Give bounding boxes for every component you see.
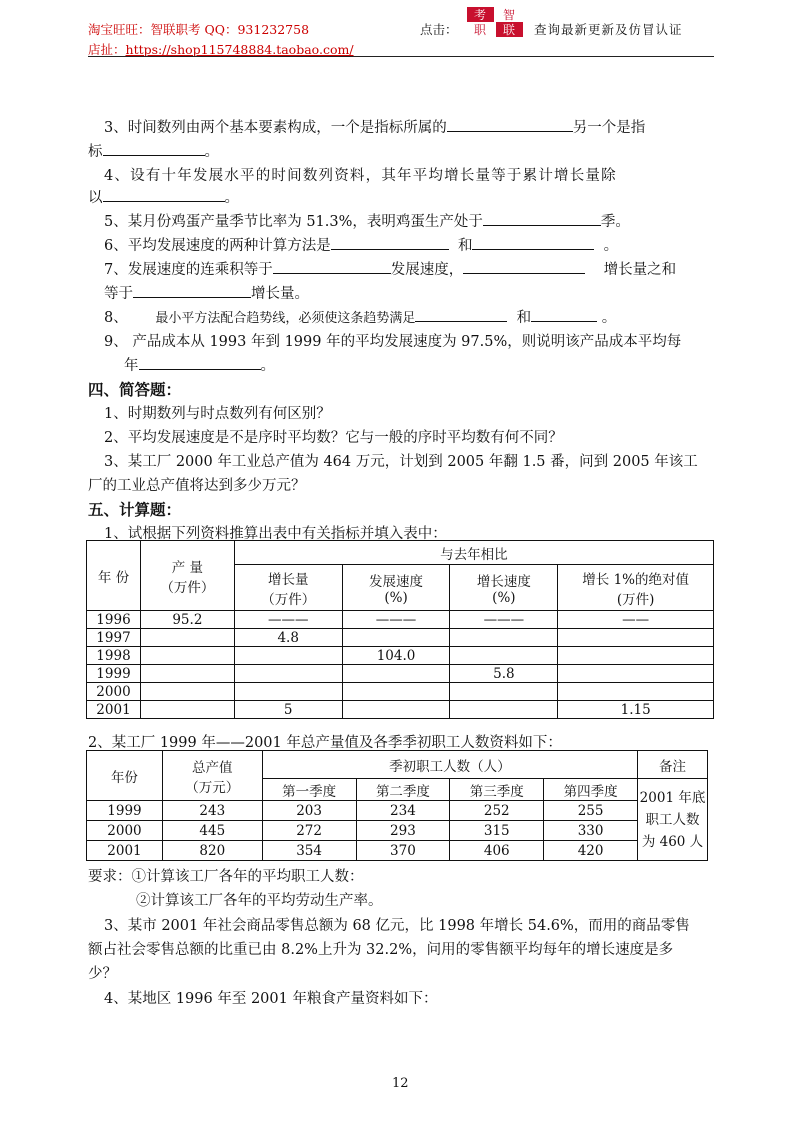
table-cell[interactable] [558,665,714,683]
t1-h-gr-a: 增长速度 [476,573,531,590]
fill-q3-text-d: 。 [204,144,219,160]
fill-q3-text-a: 3、时间数列由两个基本要素构成，一个是指标所属的 [104,120,447,136]
t1-h-dev [342,565,450,611]
t2-note-b: 职工人数 [645,811,700,828]
fill-q8-blank2[interactable] [531,307,597,322]
t2-h-q1: 第一季度 [262,779,356,801]
calc-q2-title: 2、某工厂 1999 年——2001 年总产量值及各季季初职工人数资料如下： [88,735,562,751]
fill-q7-text-b: 发展速度， [390,262,464,278]
table-cell: 5.8 [450,665,558,683]
table-cell: 4.8 [234,629,342,647]
table-cell: 293 [356,821,450,841]
s4-q1: 1、时期数列与时点数列有何区别？ [104,406,331,422]
t2-h-total-a: 总产值 [192,759,233,776]
shop-label: 店扯： [88,42,126,57]
table-cell[interactable] [140,629,234,647]
fill-q8-text-c: 和 [516,310,532,326]
fill-q6-blank1[interactable] [331,235,449,250]
fill-q6-text-c: 。 [603,238,619,254]
table-cell: 203 [262,801,356,821]
fill-q3-blank2[interactable] [103,141,205,156]
fill-q7-blank1[interactable] [273,259,391,274]
table-cell: 1996 [87,611,141,629]
t2-note-c: 为 460 人 [641,833,704,850]
t1-h-compare: 与去年相比 [234,541,713,565]
fill-q7-text-a: 7、发展速度的连乘积等于 [104,262,273,278]
fill-q7-blank2[interactable] [463,259,585,274]
table-cell: 1.15 [558,701,714,719]
t2-h-note: 备注 [638,751,708,779]
table-cell: 1998 [87,647,141,665]
page-number: 12 [392,1076,409,1091]
requirement-line1: 要求：①计算该工厂各年的平均职工人数： [88,869,364,885]
table-cell[interactable] [342,665,450,683]
fill-q9-text-b: 年 [124,358,139,374]
t1-h-inc [234,565,342,611]
fill-q7-line2 [104,282,309,303]
table-cell: 420 [544,841,638,861]
table-cell[interactable] [234,683,342,701]
fill-q4-line1: 4、设有十年发展水平的时间数列资料，其年平均增长量等于累计增长量除 [104,168,617,184]
table-cell[interactable] [140,647,234,665]
table-cell: 2000 [87,821,163,841]
calc-q4: 4、某地区 1996 年至 2001 年粮食产量资料如下： [104,991,438,1007]
table-cell: 272 [262,821,356,841]
fill-q5-line [104,210,630,231]
fill-q8-text-d: 。 [601,310,617,326]
fill-q9-line1: 9、 产品成本从 1993 年到 1999 年的平均发展速度为 97.5%，则说明该产品成本平均每 [104,334,682,350]
table-cell[interactable] [558,629,714,647]
fill-q3-line2 [88,140,219,161]
header-click-label: 点击： [420,22,458,37]
shop-link[interactable]: https://shop115748884.taobao.com/ [125,42,354,57]
table-cell[interactable] [342,701,450,719]
table-cell: 406 [450,841,544,861]
logo-char-zhi: 智 [502,8,516,22]
table-cell: 330 [544,821,638,841]
fill-q4-line2 [88,186,239,207]
fill-q9-blank[interactable] [139,355,261,370]
table-cell: 234 [356,801,450,821]
table-cell[interactable] [450,683,558,701]
table-cell: 2001 [87,701,141,719]
t2-h-q2: 第二季度 [356,779,450,801]
header-verify-link[interactable]: 查询最新更新及仿冒认证 [534,22,683,37]
zhilian-logo[interactable] [466,6,524,38]
table-cell[interactable] [342,683,450,701]
table-cell[interactable] [234,647,342,665]
table-cell: 104.0 [342,647,450,665]
table-cell: 315 [450,821,544,841]
s4-q3-line2: 厂的工业总产值将达到多少万元？ [88,478,306,494]
table-cell: 2000 [87,683,141,701]
header-divider [88,56,714,57]
table-cell[interactable] [450,647,558,665]
table-cell[interactable] [450,701,558,719]
table-cell: 354 [262,841,356,861]
table-cell: ——— [234,611,342,629]
table-cell: —— [558,611,714,629]
table-cell: 1997 [87,629,141,647]
fill-q7-text-c: 增长量之和 [603,262,677,278]
growth-indicator-table [86,540,714,719]
table-cell: 255 [544,801,638,821]
t1-h-inc-a: 增长量 [267,571,309,588]
s4-q2: 2、平均发展速度是不是序时平均数？它与一般的序时平均数有何不同？ [104,430,563,446]
table-cell: 820 [162,841,262,861]
t2-note-cell [638,779,708,861]
fill-q8-blank1[interactable] [415,307,507,322]
fill-q8-text-b: 最小平方法配合趋势线，必须使这条趋势满足 [155,311,416,326]
table-cell[interactable] [342,629,450,647]
t1-h-abs [558,565,714,611]
fill-q9-text-c: 。 [260,358,275,374]
t1-h-dev-a: 发展速度 [369,573,424,590]
t1-h-dev-b: (%) [384,589,408,606]
fill-q4-text-c: 。 [224,190,239,206]
fill-q6-text-a: 6、平均发展速度的两种计算方法是 [104,238,331,254]
fill-q4-blank[interactable] [103,187,225,202]
fill-q3-blank1[interactable] [447,117,573,132]
fill-q4-text-b: 以 [88,190,103,206]
table-cell: 1999 [87,665,141,683]
table-cell: 370 [356,841,450,861]
fill-q8-text-a: 8、 [104,310,128,326]
t1-h-abs-a: 增长 1%的绝对值 [582,571,689,588]
t2-h-q3: 第三季度 [450,779,544,801]
table-cell: ——— [450,611,558,629]
t1-h-gr-b: (%) [492,589,516,606]
table-cell: 252 [450,801,544,821]
fill-q7-line1 [104,258,676,279]
t2-h-total-b: （万元） [185,779,240,796]
fill-q6-blank2[interactable] [472,235,594,250]
table-cell[interactable] [558,683,714,701]
t2-h-staff: 季初职工人数（人） [262,751,637,779]
staff-output-table [86,750,708,861]
t1-h-output [140,541,234,611]
fill-q5-text-a: 5、某月份鸡蛋产量季节比率为 51.3%，表明鸡蛋生产处于 [104,214,483,230]
table-cell: 5 [234,701,342,719]
fill-q6-text-b: 和 [457,238,473,254]
section5-title: 五、计算题： [88,501,182,519]
t2-note-a: 2001 年底 [639,789,706,806]
calc-q3-line1: 3、某市 2001 年社会商品零售总额为 68 亿元，比 1998 年增长 54.6%，而用的商品零售 [104,918,690,934]
table-cell[interactable] [450,629,558,647]
t1-h-year: 年 份 [87,541,141,611]
table-cell[interactable] [558,647,714,665]
table-cell: 2001 [87,841,163,861]
fill-q7-text-d: 等于 [104,286,133,302]
t2-h-q4: 第四季度 [544,779,638,801]
fill-q3-text-b: 另一个是指 [572,120,646,136]
t1-h-output-a: 产 量 [171,559,204,576]
requirement-line2: ②计算该工厂各年的平均劳动生产率。 [136,893,383,909]
fill-q8-line [104,306,616,327]
table-cell: 243 [162,801,262,821]
table-cell: ——— [342,611,450,629]
logo-char-lian: 联 [502,23,516,37]
calc-q3-line2: 额占社会零售总额的比重已由 8.2%上升为 32.2%，问用的零售额平均每年的增长速度是多 [88,942,674,958]
fill-q6-line [104,234,618,255]
table-cell[interactable] [234,665,342,683]
t1-h-gr [450,565,558,611]
fill-q5-text-b: 季。 [600,214,630,230]
table-cell: 445 [162,821,262,841]
s4-q3-line1: 3、某工厂 2000 年工业总产值为 464 万元，计划到 2005 年翻 1.5 番，问到 2005 年该工 [104,454,698,470]
s5-q1: 1、试根据下列资料推算出表中有关指标并填入表中： [104,526,447,542]
fill-q3-text-c: 标 [88,144,103,160]
table-cell[interactable] [140,701,234,719]
calc-q3-line3: 少？ [88,966,117,982]
fill-q7-text-e: 增长量。 [251,286,309,302]
fill-q3-line1 [104,116,645,137]
section4-title: 四、简答题： [88,381,182,399]
logo-char-kao: 考 [473,8,487,22]
fill-q5-blank[interactable] [483,211,601,226]
header-contact: 淘宝旺旺：智联职考 QQ：931232758 [88,22,310,37]
t1-h-inc-b: （万件） [261,591,316,608]
table-cell[interactable] [140,683,234,701]
logo-char-zhi2: 职 [473,23,487,37]
t2-h-year: 年份 [87,751,163,801]
t2-h-total [162,751,262,801]
table-cell[interactable] [140,665,234,683]
fill-q9-line2 [124,354,275,375]
t1-h-abs-b: (万件) [616,591,655,608]
fill-q7-blank3[interactable] [133,283,251,298]
table-cell: 95.2 [140,611,234,629]
t1-h-output-b: （万件） [160,579,215,596]
table-cell: 1999 [87,801,163,821]
